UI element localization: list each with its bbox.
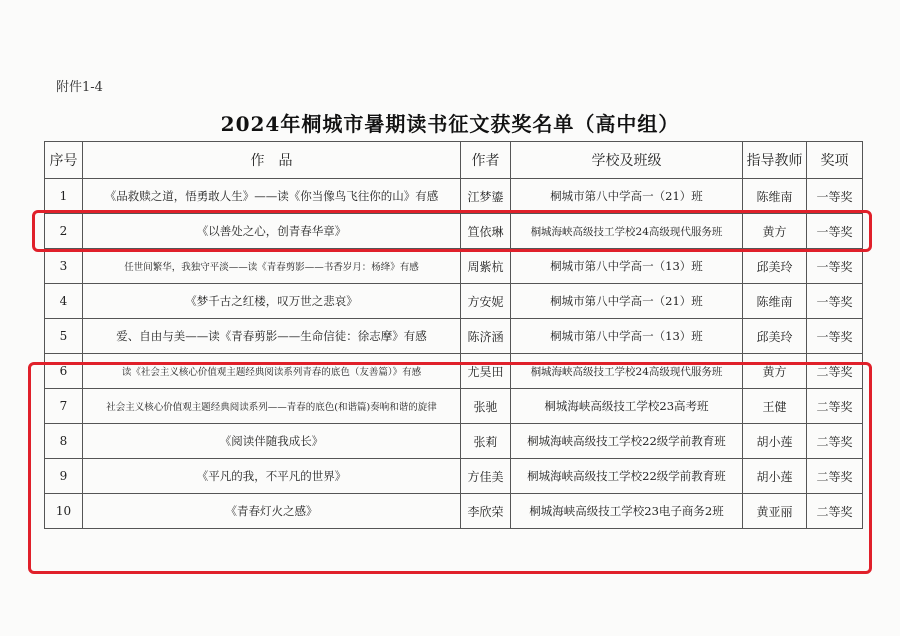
cell-work: 读《社会主义核心价值观主题经典阅读系列青春的底色（友善篇）》有感 [83, 354, 461, 389]
table-row [45, 319, 863, 354]
cell-teacher: 胡小莲 [743, 459, 807, 494]
cell-work: 爱、自由与美——读《青春剪影——生命信徒：徐志摩》有感 [83, 319, 461, 354]
cell-award: 一等奖 [807, 249, 863, 284]
cell-work: 《阅读伴随我成长》 [83, 424, 461, 459]
cell-award: 一等奖 [807, 319, 863, 354]
highlight-box-rows-6-10 [28, 362, 872, 574]
cell-index: 10 [45, 494, 83, 529]
header-teacher: 指导教师 [743, 142, 807, 179]
cell-award: 一等奖 [807, 179, 863, 214]
cell-award: 一等奖 [807, 214, 863, 249]
cell-author: 陈济涵 [461, 319, 511, 354]
cell-teacher: 王健 [743, 389, 807, 424]
cell-author: 张驰 [461, 389, 511, 424]
cell-teacher: 黄亚丽 [743, 494, 807, 529]
cell-work: 任世间繁华，我独守平淡——读《青春剪影——书香岁月：杨绛》有感 [83, 249, 461, 284]
header-school: 学校及班级 [511, 142, 743, 179]
cell-author: 尤昊田 [461, 354, 511, 389]
cell-work: 《平凡的我，不平凡的世界》 [83, 459, 461, 494]
cell-school: 桐城海峡高级技工学校23电子商务2班 [511, 494, 743, 529]
attachment-label: 附件1-4 [56, 80, 103, 95]
cell-school: 桐城市第八中学高一（13）班 [511, 249, 743, 284]
cell-work: 《梦千古之红楼，叹万世之悲哀》 [83, 284, 461, 319]
header-work: 作 品 [83, 142, 461, 179]
cell-teacher: 邱美玲 [743, 319, 807, 354]
cell-school: 桐城海峡高级技工学校22级学前教育班 [511, 459, 743, 494]
cell-index: 8 [45, 424, 83, 459]
cell-index: 2 [45, 214, 83, 249]
cell-index: 3 [45, 249, 83, 284]
cell-award: 二等奖 [807, 354, 863, 389]
header-award: 奖项 [807, 142, 863, 179]
cell-school: 桐城市第八中学高一（13）班 [511, 319, 743, 354]
cell-teacher: 邱美玲 [743, 249, 807, 284]
cell-work: 社会主义核心价值观主题经典阅读系列——青春的底色(和谐篇)奏响和谐的旋律 [83, 389, 461, 424]
cell-work: 《品救赎之道，悟勇敢人生》——读《你当像鸟飞往你的山》有感 [83, 179, 461, 214]
cell-award: 一等奖 [807, 284, 863, 319]
cell-teacher: 黄方 [743, 214, 807, 249]
cell-index: 9 [45, 459, 83, 494]
cell-author: 李欣荣 [461, 494, 511, 529]
cell-school: 桐城海峡高级技工学校22级学前教育班 [511, 424, 743, 459]
table-row [45, 284, 863, 319]
cell-teacher: 陈维南 [743, 284, 807, 319]
cell-school: 桐城市第八中学高一（21）班 [511, 179, 743, 214]
cell-index: 6 [45, 354, 83, 389]
cell-teacher: 黄方 [743, 354, 807, 389]
cell-award: 二等奖 [807, 459, 863, 494]
header-index: 序号 [45, 142, 83, 179]
cell-school: 桐城市第八中学高一（21）班 [511, 284, 743, 319]
cell-work: 《青春灯火之感》 [83, 494, 461, 529]
cell-index: 4 [45, 284, 83, 319]
cell-author: 方安妮 [461, 284, 511, 319]
cell-teacher: 陈维南 [743, 179, 807, 214]
table-header-row [45, 142, 863, 179]
cell-work: 《以善处之心，创青春华章》 [83, 214, 461, 249]
cell-index: 5 [45, 319, 83, 354]
cell-school: 桐城海峡高级技工学校24高级现代服务班 [511, 354, 743, 389]
table-row [45, 179, 863, 214]
cell-award: 二等奖 [807, 389, 863, 424]
cell-author: 张莉 [461, 424, 511, 459]
cell-school: 桐城海峡高级技工学校24高级现代服务班 [511, 214, 743, 249]
cell-author: 笪依琳 [461, 214, 511, 249]
cell-school: 桐城海峡高级技工学校23高考班 [511, 389, 743, 424]
cell-index: 7 [45, 389, 83, 424]
cell-author: 方佳美 [461, 459, 511, 494]
cell-teacher: 胡小莲 [743, 424, 807, 459]
table-row [45, 249, 863, 284]
cell-award: 二等奖 [807, 494, 863, 529]
document-title: 2024年桐城市暑期读书征文获奖名单（高中组） [220, 112, 680, 136]
highlight-box-row-2 [32, 210, 872, 252]
cell-index: 1 [45, 179, 83, 214]
header-author: 作者 [461, 142, 511, 179]
cell-author: 周紫杭 [461, 249, 511, 284]
cell-author: 江梦鎏 [461, 179, 511, 214]
cell-award: 二等奖 [807, 424, 863, 459]
